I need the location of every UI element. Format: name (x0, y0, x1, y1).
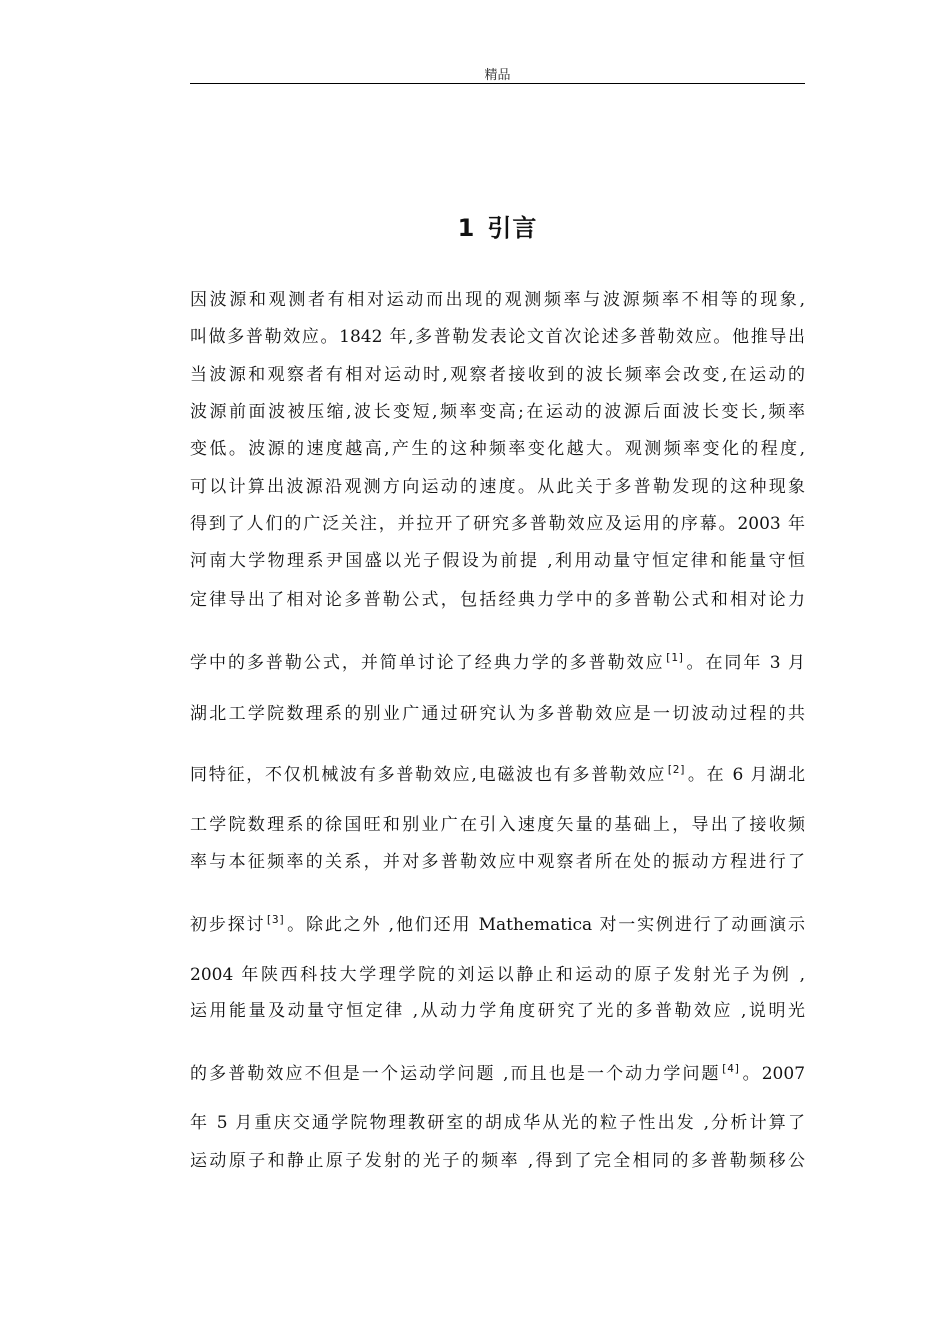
line-text: 。除此之外 ,他们还用 Mathematica 对一实例进行了动画演示 (285, 915, 805, 935)
line-text: 的多普勒效应不但是一个运动学问题 ,而且也是一个动力学问题 (190, 1064, 721, 1084)
line-text: 。在 6 月湖北 (686, 765, 806, 785)
line-text: 初步探讨 (190, 915, 266, 935)
section-number: 1 (457, 214, 476, 242)
paragraph-line: 2004 年陕西科技大学理学院的刘运以静止和运动的原子发射光子为例 , (190, 965, 805, 985)
citation-ref: [1] (664, 651, 685, 664)
citation-ref: [4] (720, 1062, 741, 1075)
line-text: 同特征，不仅机械波有多普勒效应,电磁波也有多普勒效应 (190, 765, 667, 785)
paragraph-line: 可以计算出波源沿观测方向运动的速度。从此关于多普勒发现的这种现象 (190, 477, 805, 497)
line-text: 学中的多普勒公式，并简单讨论了经典力学的多普勒效应 (190, 653, 665, 673)
paragraph-line: 工学院数理系的徐国旺和别业广在引入速度矢量的基础上，导出了接收频 (190, 815, 805, 835)
paragraph-line (190, 1063, 805, 1085)
paragraph-line: 定律导出了相对论多普勒公式，包括经典力学中的多普勒公式和相对论力 (190, 590, 805, 610)
paragraph-line: 因波源和观测者有相对运动而出现的观测频率与波源频率不相等的现象, (190, 290, 805, 310)
paragraph-line: 率与本征频率的关系，并对多普勒效应中观察者所在处的振动方程进行了 (190, 852, 805, 872)
paragraph-line (190, 914, 805, 936)
paragraph-line: 变低。波源的速度越高,产生的这种频率变化越大。观测频率变化的程度, (190, 439, 805, 459)
paragraph-line: 当波源和观察者有相对运动时,观察者接收到的波长频率会改变,在运动的 (190, 365, 805, 385)
citation-ref: [2] (666, 763, 687, 776)
paragraph-line: 得到了人们的广泛关注，并拉开了研究多普勒效应及运用的序幕。2003 年 (190, 514, 805, 534)
paragraph-line: 湖北工学院数理系的别业广通过研究认为多普勒效应是一切波动过程的共 (190, 704, 805, 724)
citation-ref: [3] (265, 913, 286, 926)
header-rule (190, 83, 805, 84)
paragraph-line: 河南大学物理系尹国盛以光子假设为前提 ,利用动量守恒定律和能量守恒 (190, 551, 805, 571)
paragraph-line: 运用能量及动量守恒定律 ,从动力学角度研究了光的多普勒效应 ,说明光 (190, 1001, 805, 1021)
paragraph-line: 叫做多普勒效应。1842 年,多普勒发表论文首次论述多普勒效应。他推导出 (190, 327, 805, 347)
paragraph-line: 运动原子和静止原子发射的光子的频率 ,得到了完全相同的多普勒频移公 (190, 1151, 805, 1171)
paragraph-line: 年 5 月重庆交通学院物理教研室的胡成华从光的粒子性出发 ,分析计算了 (190, 1113, 805, 1133)
section-title-text: 引言 (487, 214, 538, 242)
line-text: 。2007 (740, 1064, 806, 1084)
line-text: 。在同年 3 月 (684, 653, 805, 673)
section-title (190, 208, 805, 243)
page-header-text: 精品 (484, 68, 511, 83)
paragraph-line (190, 764, 805, 786)
paragraph-line (190, 652, 805, 674)
paragraph-line: 波源前面波被压缩,波长变短,频率变高;在运动的波源后面波长变长,频率 (190, 402, 805, 422)
